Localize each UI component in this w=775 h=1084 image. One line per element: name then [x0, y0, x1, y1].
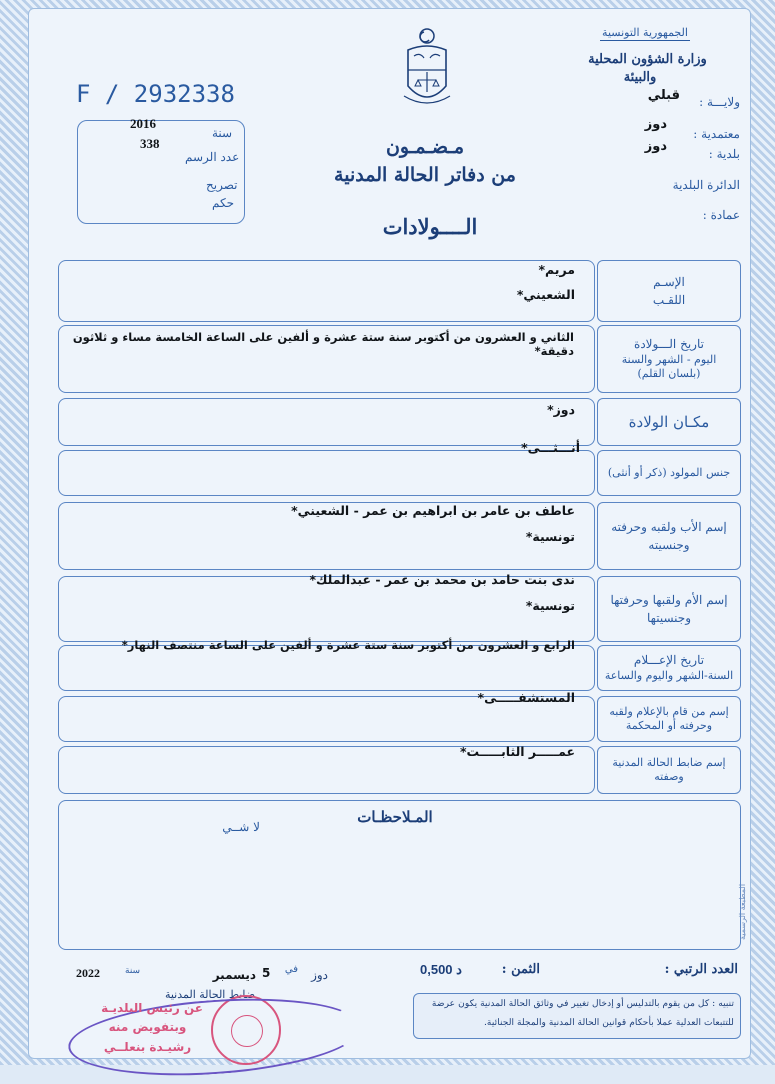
- officer-label-1: إسم ضابط الحالة المدنية: [612, 755, 726, 769]
- baladia-label: بلدية :: [708, 147, 740, 161]
- name-label-box: [597, 260, 741, 322]
- father-label-2: وجنسيته: [648, 538, 690, 552]
- declaration-date-label-1: تاريخ الإعـــلام: [633, 653, 705, 668]
- reg-number-value: 338: [140, 136, 160, 151]
- declaration-date-value: الرابع و العشرون من أكتوبر سنة ستة عشرة و ألفين على الساعة منتصف النهار*: [121, 638, 575, 652]
- title-line3: الــــولادات: [382, 214, 478, 239]
- birth-date-label-box: [597, 325, 741, 393]
- ministry-line1: وزارة الشؤون المحلية: [588, 52, 707, 67]
- stamp-line3: رشيـدة بنعلــي: [103, 1040, 192, 1054]
- mother-label-1: إسم الأم ولقبها وحرفتها: [610, 593, 728, 607]
- footer-year-value: 2022: [76, 966, 100, 980]
- sex-value: أنـــثـــى*: [521, 440, 580, 455]
- daira-label: الدائرة البلدية: [672, 178, 740, 192]
- title-line1: مـضـمـون: [385, 136, 465, 158]
- father-value: عاطف بن عامر بن ابراهيم بن عمر - الشعيني*: [291, 503, 575, 518]
- footer-day: 5: [262, 966, 271, 980]
- surname-value: الشعيني*: [516, 287, 575, 302]
- reg-declaration-label: تصريح: [206, 178, 238, 192]
- father-label-box: [597, 502, 741, 570]
- title-line2: من دفاتر الحالة المدنية: [334, 164, 516, 186]
- birth-place-label: مكـان الولادة: [628, 412, 710, 431]
- declarant-label-1: إسم من قام بالإعلام ولقبه: [609, 704, 729, 718]
- remarks-value: لا شــي: [222, 820, 260, 834]
- footer-serial-label: العدد الرتبي :: [664, 962, 738, 977]
- omada-label: عمادة :: [702, 208, 740, 222]
- wilaya-label: ولايـــة :: [699, 95, 740, 109]
- serial-number: F / 2932338: [76, 80, 235, 108]
- footer-month: ديسمبر: [212, 968, 256, 982]
- declaration-date-label-box: [597, 645, 741, 691]
- remarks-title: المـلاحظـات: [357, 808, 433, 826]
- wilaya-value: قبلي: [647, 88, 680, 103]
- mother-label-2: وجنسيتها: [647, 611, 691, 625]
- officer-label-box: [597, 746, 741, 794]
- coat-of-arms: [398, 26, 456, 116]
- birth-place-value: دوز*: [547, 402, 575, 417]
- birth-place-label-box: [597, 398, 741, 446]
- name-label: الإسـم: [653, 275, 685, 289]
- name-value: مريم*: [538, 262, 575, 277]
- printer-side-text: المطبعة الرسمية: [738, 883, 747, 940]
- notice-line2: للتتبعات العدلية عملا بأحكام قوانين الحالة المدنية والمجلة الجنائية.: [484, 1017, 734, 1028]
- footer-fi: في: [284, 964, 298, 975]
- ministry-line2: والبيئة: [623, 70, 657, 85]
- reg-number-label: عدد الرسم: [185, 150, 240, 164]
- footer-price-value: 0,500 د: [420, 962, 462, 977]
- footer-year-label: سنة: [125, 966, 141, 976]
- mother-value: ندى بنت حامد بن محمد بن عمر - عبدالملك*: [309, 572, 575, 587]
- stamp-line1: عن رئيس البلديـة: [101, 1001, 203, 1015]
- father-nationality: تونسية*: [525, 529, 575, 544]
- reg-year-label: سنة: [212, 126, 233, 140]
- republic-label: الجمهورية التونسية: [602, 26, 688, 39]
- mother-label-box: [597, 576, 741, 642]
- footer-price-label: الثمن :: [501, 962, 540, 977]
- sex-label: جنس المولود (ذكر أو أنثى): [607, 465, 731, 479]
- declarant-label-2: وحرفته أو المحكمة: [625, 719, 713, 732]
- stamp-line2: وبتفويض منه: [108, 1020, 187, 1034]
- officer-label-2: وصفته: [654, 770, 684, 783]
- father-label-1: إسم الأب ولقبه وحرفته: [611, 520, 727, 534]
- surname-label: اللقـب: [652, 293, 686, 307]
- sex-label-box: [597, 450, 741, 496]
- notice-line1: تنبيه : كل من يقوم بالتدليس أو إدخال تغيير في وثائق الحالة المدنية يكون عرضة: [431, 998, 734, 1009]
- birth-date-label-3: (بلسان القلم): [637, 366, 701, 380]
- header-divider: [600, 40, 690, 42]
- sex-value-box: [58, 450, 595, 496]
- birth-date-label-2: اليوم - الشهر والسنة: [621, 352, 717, 366]
- baladia-value: دوز: [644, 139, 667, 154]
- footer-place: دوز: [311, 968, 328, 982]
- footer-officer-caption: ضابط الحالة المدنية: [164, 988, 256, 1001]
- declaration-date-label-2: السنة-الشهر واليوم والساعة: [604, 668, 734, 682]
- declarant-label-box: [597, 696, 741, 742]
- birth-date-value: الثاني و العشرون من أكتوبر سنة ستة عشرة و ألفين على الساعة الخامسة مساء و ثلاثون دقيقة*: [72, 330, 574, 358]
- mother-nationality: تونسية*: [525, 598, 575, 613]
- birth-date-label-1: تاريخ الـــولادة: [634, 336, 704, 351]
- declarant-value: المستشفـــــى*: [477, 690, 575, 705]
- reg-year-value: 2016: [130, 116, 156, 131]
- motamadia-label: معتمدية :: [693, 127, 740, 141]
- reg-judgment-label: حكم: [212, 196, 235, 210]
- officer-value: عمـــــر الثابـــــت*: [459, 744, 575, 759]
- motamadia-value: دوز: [644, 117, 667, 132]
